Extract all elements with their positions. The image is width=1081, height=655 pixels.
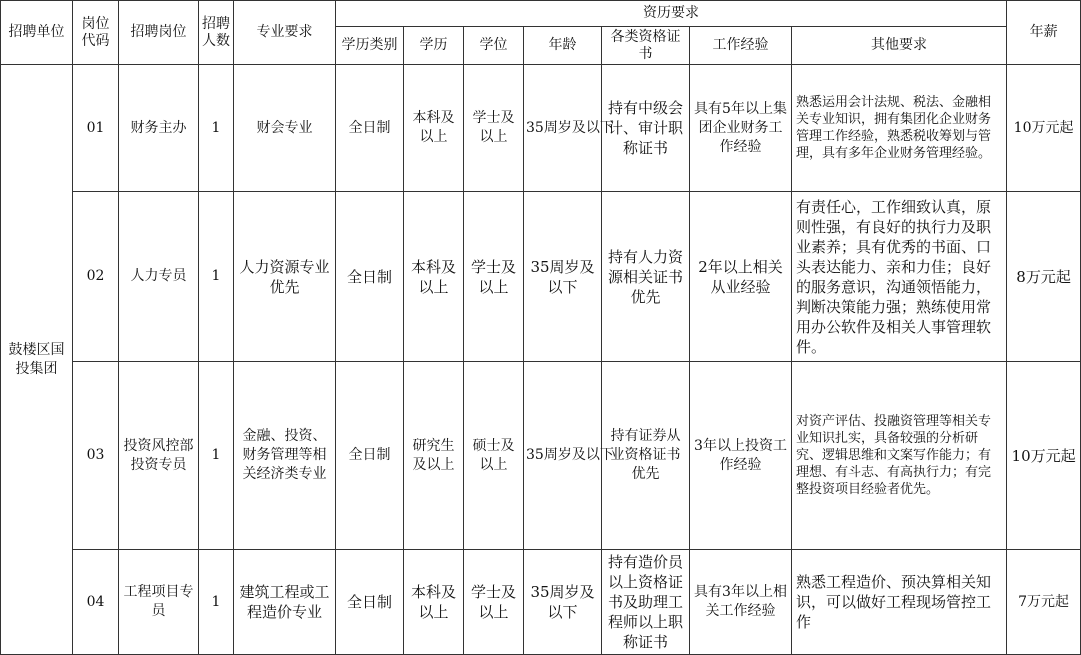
row-experience: 3年以上投资工作经验 <box>690 362 792 550</box>
header-count: 招聘人数 <box>199 1 234 65</box>
row-code: 02 <box>73 192 119 362</box>
header-position: 招聘岗位 <box>119 1 199 65</box>
row-position: 人力专员 <box>119 192 199 362</box>
row-certs: 持有人力资源相关证书优先 <box>602 192 690 362</box>
row-edu-type: 全日制 <box>336 192 404 362</box>
row-certs: 持有证券从业资格证书优先 <box>602 362 690 550</box>
row-position: 投资风控部投资专员 <box>119 362 199 550</box>
header-certs: 各类资格证书 <box>602 27 690 65</box>
row-experience: 具有3年以上相关工作经验 <box>690 550 792 655</box>
header-age: 年龄 <box>524 27 602 65</box>
row-experience: 具有5年以上集团企业财务工作经验 <box>690 65 792 192</box>
row-code: 03 <box>73 362 119 550</box>
row-code: 01 <box>73 65 119 192</box>
table-row <box>1 550 1081 655</box>
row-degree: 学士及以上 <box>464 550 524 655</box>
row-education: 本科及以上 <box>404 65 464 192</box>
row-edu-type: 全日制 <box>336 362 404 550</box>
row-edu-type: 全日制 <box>336 65 404 192</box>
row-salary: 10万元起 <box>1007 65 1081 192</box>
row-other: 熟悉运用会计法规、税法、金融相关专业知识，拥有集团化企业财务管理工作经验，熟悉税收筹划与管理，具有多年企业财务管理经验。 <box>792 65 1007 192</box>
table-row <box>1 65 1081 192</box>
row-experience: 2年以上相关从业经验 <box>690 192 792 362</box>
row-count: 1 <box>199 550 234 655</box>
row-salary: 7万元起 <box>1007 550 1081 655</box>
row-code: 04 <box>73 550 119 655</box>
row-education: 本科及以上 <box>404 192 464 362</box>
row-edu-type: 全日制 <box>336 550 404 655</box>
row-count: 1 <box>199 65 234 192</box>
row-position: 财务主办 <box>119 65 199 192</box>
row-other: 有责任心，工作细致认真，原则性强，有良好的执行力及职业素养；具有优秀的书面、口头表达能力、亲和力佳；良好的服务意识，沟通领悟能力，判断决策能力强；熟练使用常用办公软件及相关人事管理软件。 <box>792 192 1007 362</box>
row-other: 熟悉工程造价、预决算相关知识，可以做好工程现场管控工作 <box>792 550 1007 655</box>
header-salary: 年薪 <box>1007 1 1081 65</box>
row-degree: 学士及以上 <box>464 192 524 362</box>
header-edu-type: 学历类别 <box>336 27 404 65</box>
row-age: 35周岁及以下 <box>524 550 602 655</box>
row-major: 财会专业 <box>234 65 336 192</box>
row-major: 人力资源专业优先 <box>234 192 336 362</box>
header-education: 学历 <box>404 27 464 65</box>
row-certs: 持有造价员以上资格证书及助理工程师以上职称证书 <box>602 550 690 655</box>
row-age: 35周岁及以下 <box>524 362 602 550</box>
row-count: 1 <box>199 192 234 362</box>
row-position: 工程项目专员 <box>119 550 199 655</box>
header-major: 专业要求 <box>234 1 336 65</box>
table-row <box>1 362 1081 550</box>
row-degree: 学士及以上 <box>464 65 524 192</box>
row-other: 对资产评估、投融资管理等相关专业知识扎实，具备较强的分析研究、逻辑思维和文案写作能力；有理想、有斗志、有高执行力；有完整投资项目经验者优先。 <box>792 362 1007 550</box>
row-degree: 硕士及以上 <box>464 362 524 550</box>
row-education: 研究生及以上 <box>404 362 464 550</box>
row-salary: 10万元起 <box>1007 362 1081 550</box>
header-qualifications: 资历要求 <box>336 1 1007 27</box>
header-code: 岗位代码 <box>73 1 119 65</box>
row-major: 建筑工程或工程造价专业 <box>234 550 336 655</box>
row-major: 金融、投资、财务管理等相关经济类专业 <box>234 362 336 550</box>
header-experience: 工作经验 <box>690 27 792 65</box>
row-salary: 8万元起 <box>1007 192 1081 362</box>
row-certs: 持有中级会计、审计职称证书 <box>602 65 690 192</box>
row-count: 1 <box>199 362 234 550</box>
row-education: 本科及以上 <box>404 550 464 655</box>
unit-name: 鼓楼区国投集团 <box>1 65 73 655</box>
table-row <box>1 192 1081 362</box>
header-other: 其他要求 <box>792 27 1007 65</box>
row-age: 35周岁及以下 <box>524 65 602 192</box>
row-age: 35周岁及以下 <box>524 192 602 362</box>
header-unit: 招聘单位 <box>1 1 73 65</box>
header-degree: 学位 <box>464 27 524 65</box>
